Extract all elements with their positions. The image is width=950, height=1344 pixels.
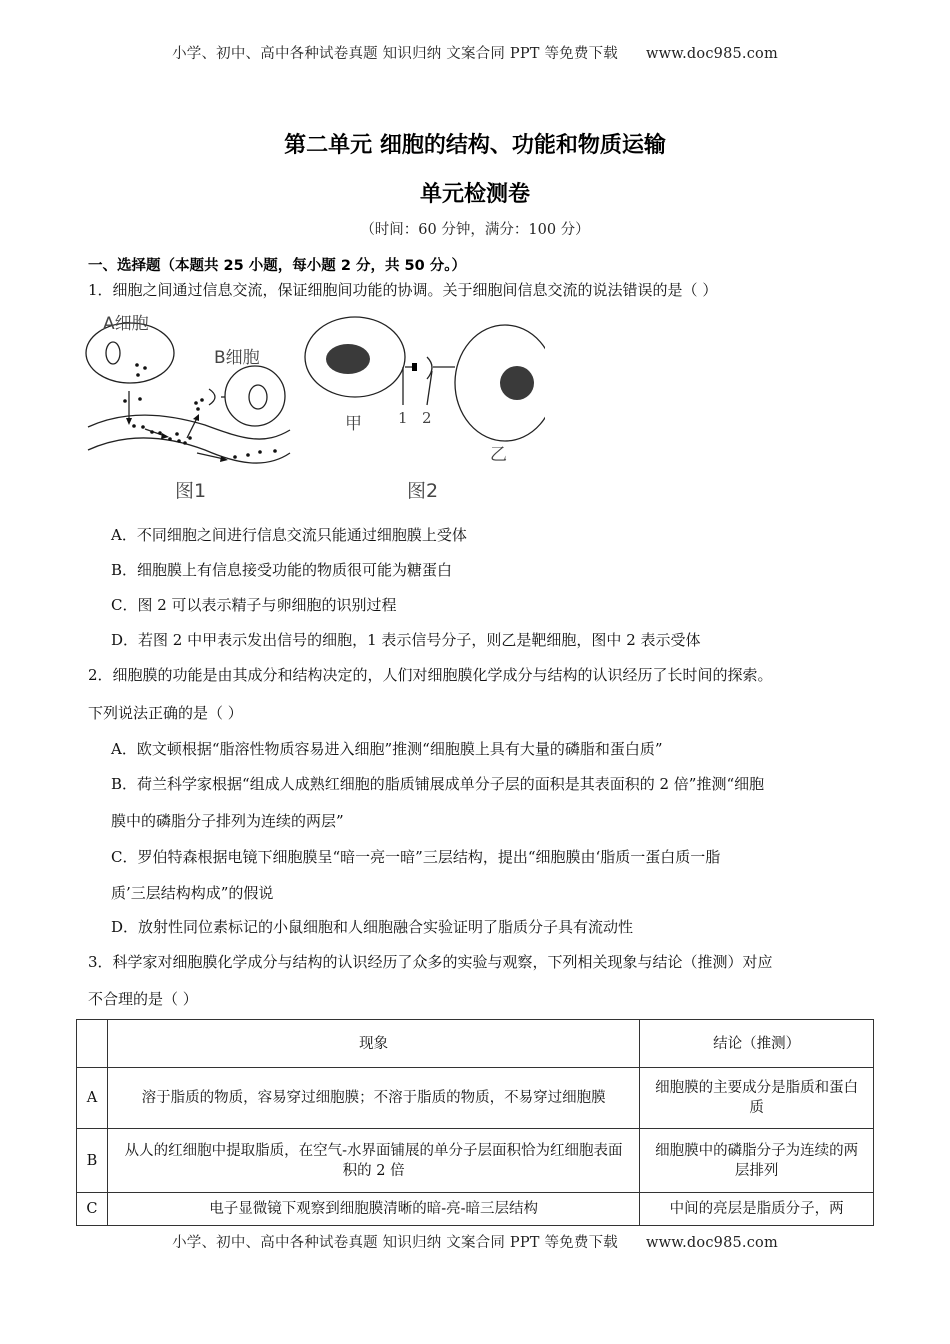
figure-1-cell-b-label: B细胞 [214, 348, 260, 368]
question-1-option-a: A．不同细胞之间进行信息交流只能通过细胞膜上受体 [111, 526, 467, 544]
question-2-option-a: A．欧文顿根据“脂溶性物质容易进入细胞”推测“细胞膜上具有大量的磷脂和蛋白质” [111, 740, 663, 758]
question-1-option-b: B．细胞膜上有信息接受功能的物质很可能为糖蛋白 [111, 561, 453, 579]
row-conclusion: 细胞膜中的磷脂分子为连续的两层排列 [640, 1129, 874, 1193]
figure-1-cell-a-label: A细胞 [103, 314, 149, 334]
banner-text: 小学、初中、高中各种试卷真题 知识归纳 文案合同 PPT 等免费下载 [172, 1235, 618, 1251]
question-3-table [76, 1019, 874, 1226]
row-label: C [77, 1193, 108, 1226]
table-row [77, 1068, 874, 1129]
figure-2-marker-1: 1 [398, 409, 408, 427]
section-heading: 一、选择题（本题共 25 小题，每小题 2 分，共 50 分。） [88, 258, 466, 274]
question-2-option-c-line1: C．罗伯特森根据电镜下细胞膜呈“暗一亮一暗”三层结构，提出“细胞膜由‘脂质一蛋白质一脂 [111, 848, 721, 866]
top-banner [0, 42, 950, 63]
question-2-option-d: D．放射性同位素标记的小鼠细胞和人细胞融合实验证明了脂质分子具有流动性 [111, 918, 634, 936]
banner-url[interactable]: www.doc985.com [645, 1235, 778, 1251]
question-1-figure [85, 305, 545, 510]
row-label: A [77, 1068, 108, 1129]
row-phenomenon: 溶于脂质的物质，容易穿过细胞膜；不溶于脂质的物质，不易穿过细胞膜 [107, 1068, 639, 1129]
question-3-stem-line1: 3．科学家对细胞膜化学成分与结构的认识经历了众多的实验与观察，下列相关现象与结论（推测）对应 [88, 953, 773, 971]
question-2-option-c-line2: 质’三层结构构成”的假说 [111, 884, 274, 902]
question-1-option-d: D．若图 2 中甲表示发出信号的细胞，1 表示信号分子，则乙是靶细胞，图中 2 表示受体 [111, 631, 701, 649]
row-phenomenon: 从人的红细胞中提取脂质，在空气-水界面铺展的单分子层面积恰为红细胞表面积的 2 倍 [107, 1129, 639, 1193]
table-header-label [77, 1020, 108, 1068]
figure-2-caption: 图2 [407, 480, 439, 502]
figure-1-caption: 图1 [175, 480, 207, 502]
row-label: B [77, 1129, 108, 1193]
figure-2-cell-left-label: 甲 [345, 414, 362, 434]
page-subtitle: 单元检测卷 [419, 182, 530, 207]
page-title: 第二单元 细胞的结构、功能和物质运输 [284, 133, 666, 158]
question-3-stem-line2: 不合理的是（ ） [88, 990, 198, 1008]
figure-1-diagram [86, 323, 290, 463]
table-row [77, 1129, 874, 1193]
question-2-option-b-line2: 膜中的磷脂分子排列为连续的两层” [111, 812, 344, 830]
row-conclusion: 细胞膜的主要成分是脂质和蛋白质 [640, 1068, 874, 1129]
question-1-option-c: C．图 2 可以表示精子与卵细胞的识别过程 [111, 596, 397, 614]
question-2-stem-line2: 下列说法正确的是（ ） [88, 704, 243, 722]
figure-2-cell-right-label: 乙 [490, 445, 507, 465]
question-1-stem: 1．细胞之间通过信息交流，保证细胞间功能的协调。关于细胞间信息交流的说法错误的是（ ） [88, 281, 718, 299]
table-header-conclusion: 结论（推测） [640, 1020, 874, 1068]
banner-text: 小学、初中、高中各种试卷真题 知识归纳 文案合同 PPT 等免费下载 [172, 46, 618, 62]
question-2-stem-line1: 2．细胞膜的功能是由其成分和结构决定的，人们对细胞膜化学成分与结构的认识经历了长时间的探索。 [88, 666, 773, 684]
row-conclusion: 中间的亮层是脂质分子，两 [640, 1193, 874, 1226]
banner-url[interactable]: www.doc985.com [645, 46, 778, 62]
figure-2-marker-2: 2 [422, 409, 432, 427]
question-2-option-b-line1: B．荷兰科学家根据“组成人成熟红细胞的脂质铺展成单分子层的面积是其表面积的 2 倍”推测“细胞 [111, 775, 765, 793]
table-header-row [77, 1020, 874, 1068]
row-phenomenon: 电子显微镜下观察到细胞膜清晰的暗-亮-暗三层结构 [107, 1193, 639, 1226]
table-header-phenomenon: 现象 [107, 1020, 639, 1068]
table-row [77, 1193, 874, 1226]
bottom-banner [0, 1231, 950, 1252]
time-info: （时间：60 分钟，满分：100 分） [360, 222, 590, 238]
